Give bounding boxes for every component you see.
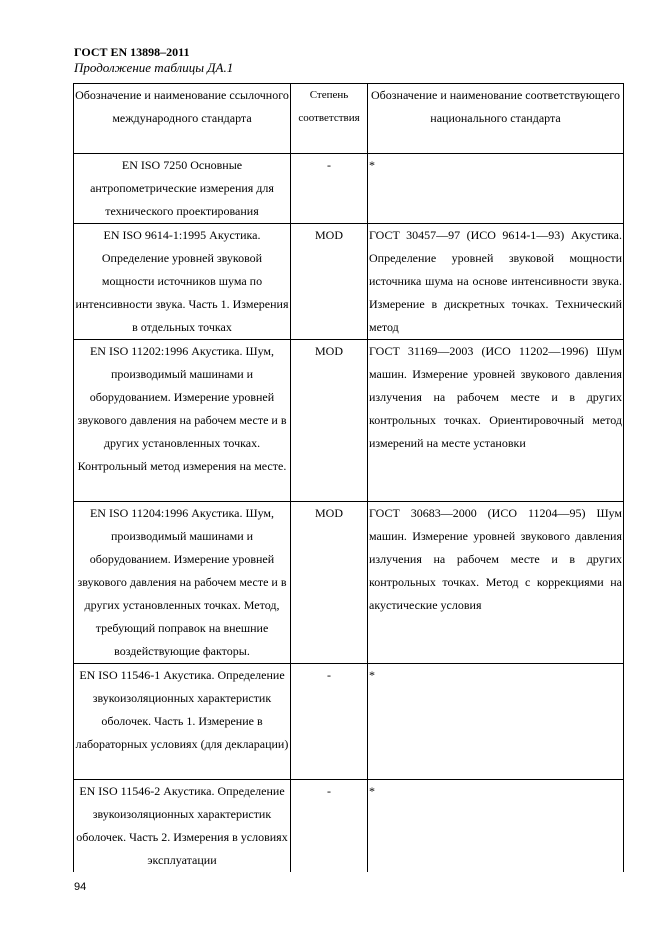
table-header-row <box>74 84 624 154</box>
international-standard-cell: EN ISO 11546-1 Акустика. Определение звукоизоляционных характеристик оболочек. Часть 1. Измерение в лабораторных условиях (для декларации) <box>74 664 291 780</box>
column-header-degree: Степень соответствия <box>291 84 368 154</box>
national-standard-cell: ГОСТ 30683—2000 (ИСО 11204—95) Шум машин. Измерение уровней звукового давления излучения на рабочем месте и в других контрольных точках. Метод с коррекциями на акустические условия <box>368 502 624 664</box>
international-standard-cell: EN ISO 7250 Основные антропометрические измерения для технического проектирования <box>74 154 291 224</box>
column-header-international: Обозначение и наименование ссылочного международного стандарта <box>74 84 291 154</box>
international-standard-cell: EN ISO 11202:1996 Акустика. Шум, производимый машинами и оборудованием. Измерение уровней звукового давления на рабочем месте и в других установленных точках. Контрольный метод измерения на месте. <box>74 340 291 502</box>
national-standard-cell: ГОСТ 31169—2003 (ИСО 11202—1996) Шум машин. Измерение уровней звукового давления излучения на рабочем месте и в других контрольных точках. Ориентировочный метод измерений на месте установки <box>368 340 624 502</box>
national-standard-cell: ГОСТ 30457—97 (ИСО 9614-1—93) Акустика. Определение уровней звуковой мощности источника шума на основе интенсивности звука. Измерение в дискретных точках. Технический метод <box>368 224 624 340</box>
table-row <box>74 780 624 873</box>
degree-cell: - <box>291 780 368 873</box>
standards-correspondence-table <box>73 83 624 872</box>
degree-cell: MOD <box>291 502 368 664</box>
table-row <box>74 664 624 780</box>
column-header-national: Обозначение и наименование соответствующего национального стандарта <box>368 84 624 154</box>
table-row <box>74 154 624 224</box>
degree-cell: MOD <box>291 224 368 340</box>
international-standard-cell: EN ISO 11546-2 Акустика. Определение звукоизоляционных характеристик оболочек. Часть 2. Измерения в условиях эксплуатации <box>74 780 291 873</box>
international-standard-cell: EN ISO 11204:1996 Акустика. Шум, производимый машинами и оборудованием. Измерение уровней звукового давления на рабочем месте и в других установленных точках. Метод, требующий поправок на внешние воздействующие факторы. <box>74 502 291 664</box>
table-row <box>74 224 624 340</box>
degree-cell: - <box>291 664 368 780</box>
table-continuation-caption: Продолжение таблицы ДА.1 <box>74 60 234 75</box>
national-standard-cell: * <box>368 780 624 873</box>
international-standard-cell: EN ISO 9614-1:1995 Акустика. Определение уровней звуковой мощности источников шума по интенсивности звука. Часть 1. Измерения в отдельных точках <box>74 224 291 340</box>
document-standard-title: ГОСТ EN 13898–2011 <box>74 45 190 59</box>
page-number: 94 <box>74 881 87 893</box>
national-standard-cell: * <box>368 664 624 780</box>
table-row <box>74 340 624 502</box>
national-standard-cell: * <box>368 154 624 224</box>
table-row <box>74 502 624 664</box>
degree-cell: - <box>291 154 368 224</box>
degree-cell: MOD <box>291 340 368 502</box>
